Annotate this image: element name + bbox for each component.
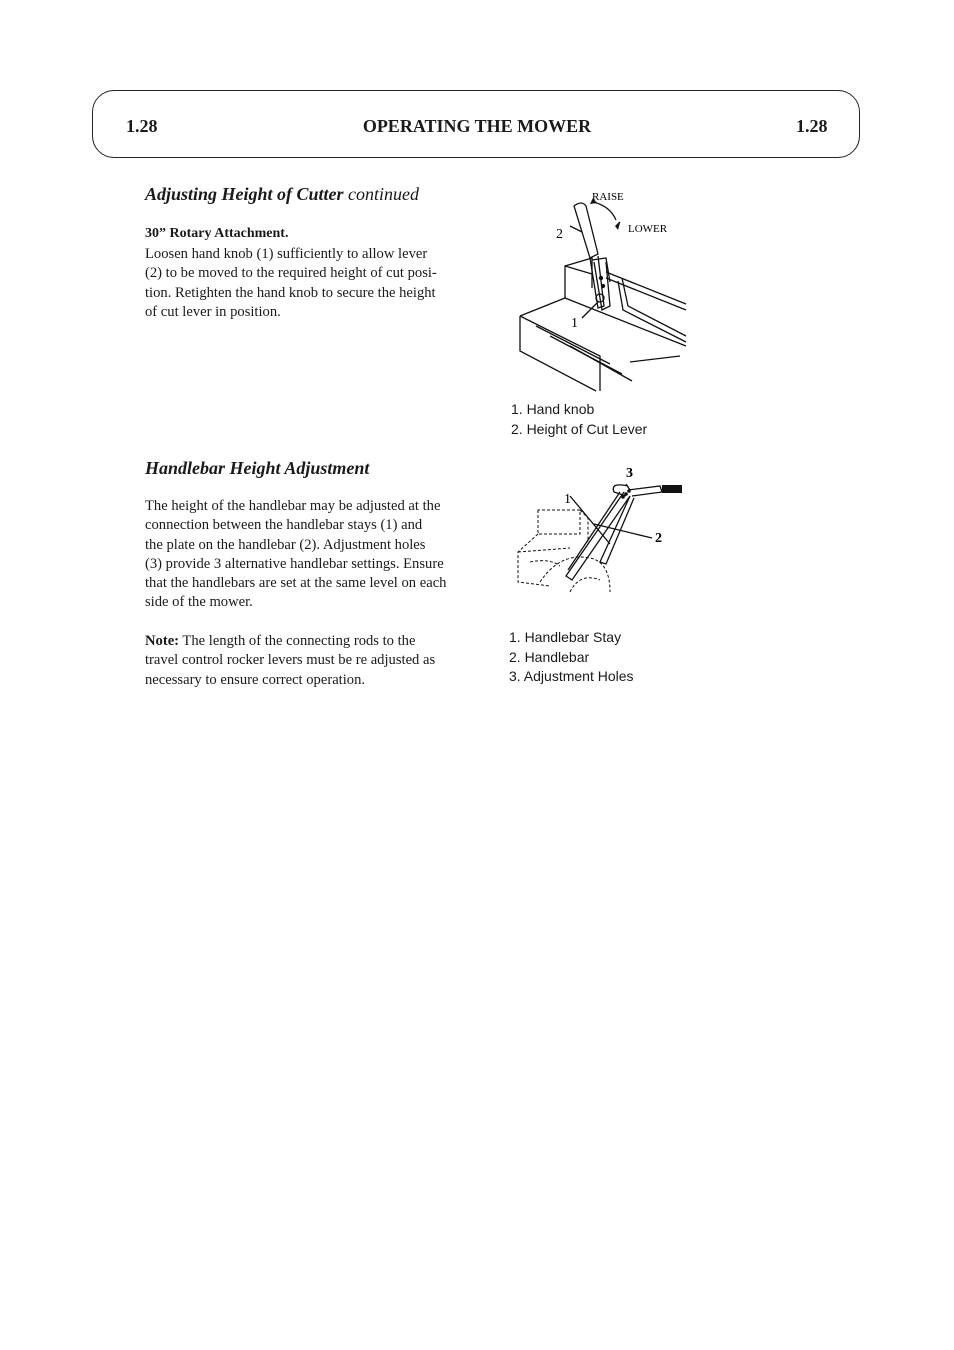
height-of-cut-lever-figure — [510, 186, 688, 398]
lower-label: LOWER — [628, 223, 668, 235]
cutter-section-title: Adjusting Height of Cutter continued — [145, 184, 420, 204]
callout-2: 2 — [556, 227, 563, 242]
callout-2-handlebar: 2 — [655, 531, 662, 546]
rotary-attachment-subheading: 30” Rotary Attachment. — [145, 226, 289, 241]
handlebar-instructions: The height of the handlebar may be adjusted at the connection between the handlebar stays (1) and the plate on the handlebar (2). Adjustment holes (3) provide 3 alternative handlebar settings. Ensure that the handlebars are set at the same level on each side of the mower. — [145, 498, 447, 611]
page-title: OPERATING THE MOWER — [362, 116, 592, 136]
cutter-figure-captions: 1. Hand knob 2. Height of Cut Lever — [511, 401, 648, 437]
continued-label: continued — [348, 184, 420, 204]
handlebar-figure-captions: 1. Handlebar Stay 2. Handlebar 3. Adjustment Holes — [509, 629, 634, 684]
callout-1-handlebar: 1 — [564, 492, 571, 507]
handlebar-note: Note: The length of the connecting rods to the travel control rocker levers must be re adjusted as necessary to ensure correct operation. — [145, 633, 436, 688]
cutter-instructions: Loosen hand knob (1) sufficiently to allow lever (2) to be moved to the required height of cut posi- tion. Retighten the hand knob to secure the height of cut lever in position. — [145, 246, 437, 320]
callout-1: 1 — [571, 316, 578, 331]
handlebar-section-title: Handlebar Height Adjustment — [145, 458, 370, 478]
raise-label: RAISE — [592, 191, 624, 203]
note-label: Note: — [145, 633, 180, 649]
section-number-right: 1.28 — [796, 116, 828, 136]
section-number-left: 1.28 — [126, 116, 158, 136]
callout-3: 3 — [626, 466, 633, 481]
handlebar-adjustment-figure — [510, 462, 688, 602]
